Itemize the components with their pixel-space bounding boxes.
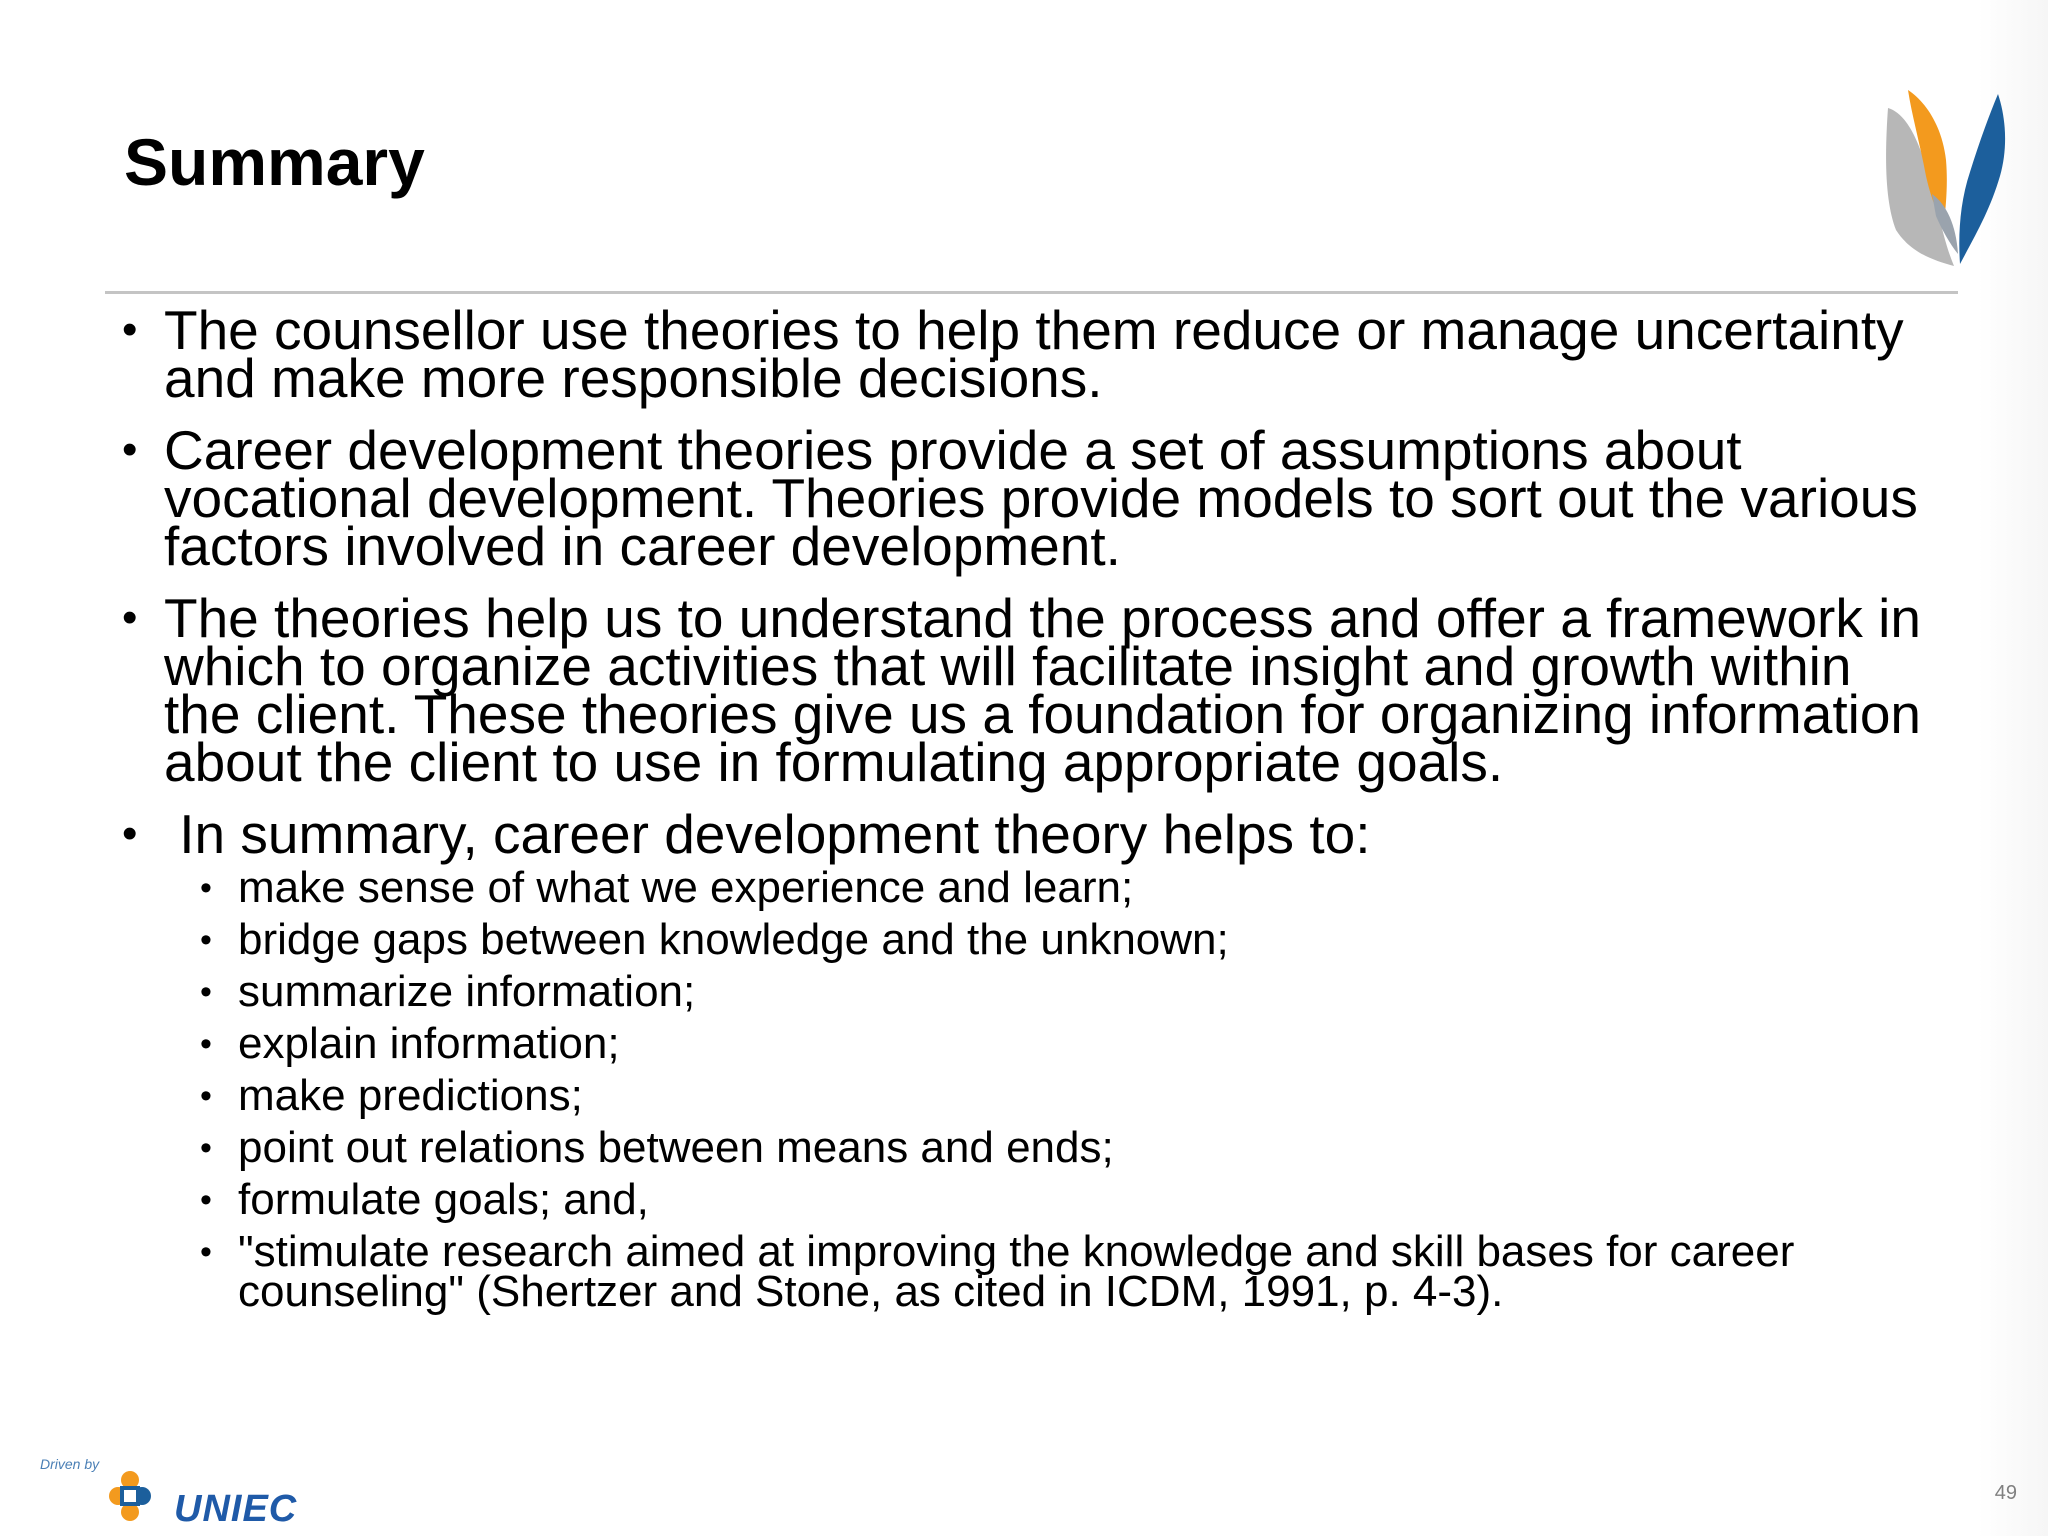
sub-bullet-item: • explain information; xyxy=(200,1024,1942,1064)
sub-bullet-item: • make sense of what we experience and learn; xyxy=(200,868,1942,908)
sub-bullet-item: • point out relations between means and ends; xyxy=(200,1128,1942,1168)
slide-title: Summary xyxy=(124,125,425,199)
sub-bullet-item: • "stimulate research aimed at improving the knowledge and skill bases for career counseling" (Shertzer and Stone, as cited in ICDM, 1991, p. 4-3). xyxy=(200,1232,1942,1312)
page-number: 49 xyxy=(1994,1482,2017,1504)
uniec-brand-text: UNIEC xyxy=(174,1488,298,1530)
driven-by-label: Driven by xyxy=(40,1456,100,1472)
summary-bullet-item xyxy=(122,803,1942,1316)
main-bullet-list xyxy=(122,299,1942,1316)
summary-intro-text: In summary, career development theory helps to: xyxy=(164,803,1371,865)
bullet-item: • The theories help us to understand the process and offer a framework in which to organize activities that will facilitate insight and growth within the client. These theories give us a foundation for organizing information about the client to use in formulating appropriate goals. xyxy=(122,594,1942,786)
sub-bullet-list xyxy=(200,863,1942,1316)
bullet-item: • Career development theories provide a set of assumptions about vocational development. Theories provide models to sort out the various factors involved in career development. xyxy=(122,426,1942,570)
title-divider xyxy=(105,291,1958,294)
bullet-content xyxy=(122,299,1942,1324)
sub-bullet-item: • bridge gaps between knowledge and the unknown; xyxy=(200,920,1942,960)
sub-bullet-item: • formulate goals; and, xyxy=(200,1180,1942,1220)
brand-leaf-logo-icon xyxy=(1880,84,2022,270)
sub-bullet-item: • make predictions; xyxy=(200,1076,1942,1116)
sub-bullet-item: • summarize information; xyxy=(200,972,1942,1012)
bullet-item: • The counsellor use theories to help them reduce or manage uncertainty and make more responsible decisions. xyxy=(122,306,1942,402)
